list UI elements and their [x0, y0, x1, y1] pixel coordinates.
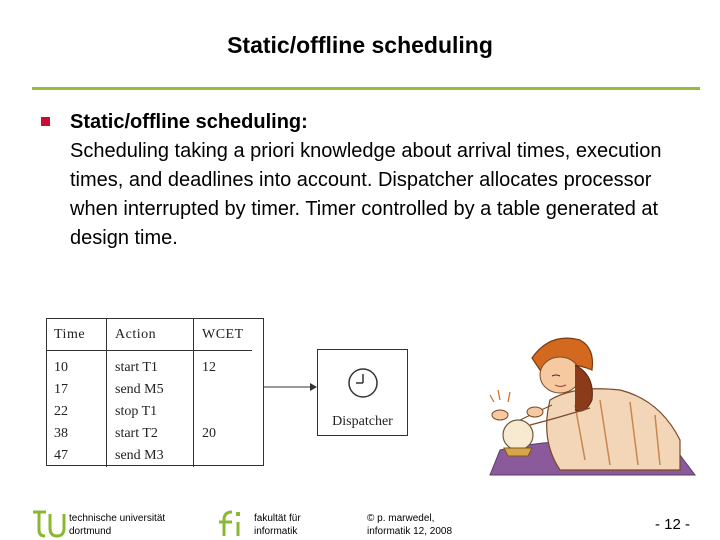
cell-wcet: [194, 401, 252, 423]
clock-icon: [346, 366, 380, 400]
footer-copyright-line1: © p. marwedel,: [367, 513, 435, 524]
cell-action: stop T1: [107, 401, 194, 423]
table-row: [46, 351, 252, 380]
bullet-square-icon: [41, 117, 50, 126]
slide-title: Static/offline scheduling: [227, 32, 493, 58]
dispatcher-label: Dispatcher: [332, 414, 393, 429]
footer-copyright: [367, 512, 452, 538]
table-header-wcet: WCET: [194, 319, 252, 351]
cell-wcet: [194, 445, 252, 467]
cell-wcet: 20: [202, 426, 216, 441]
footer-copyright-line2: informatik 12, 2008: [367, 526, 453, 537]
dispatcher-box: [317, 349, 408, 436]
cell-time: 17: [46, 379, 107, 401]
footer-faculty-line1: fakultät für: [254, 513, 301, 524]
cell-wcet: [194, 379, 252, 401]
schedule-table: [46, 319, 252, 467]
footer-university-line2: dortmund: [69, 526, 112, 537]
footer-faculty: [254, 512, 301, 538]
cell-wcet: 12: [202, 360, 216, 375]
fortune-teller-illustration: [480, 330, 716, 480]
cell-action: start T2: [107, 423, 194, 445]
footer-university: [69, 512, 165, 538]
bullet-body: Scheduling taking a priori knowledge about arrival times, execution times, and deadlines into account. Dispatcher allocates processor when interrupted by timer. Timer controlled by a table generated at design time.: [70, 140, 662, 249]
table-row: [46, 379, 252, 401]
footer-faculty-line2: informatik: [254, 526, 298, 537]
cell-action: start T1: [107, 351, 194, 380]
cell-action: send M5: [107, 379, 194, 401]
footer-university-line1: technische universität: [69, 513, 166, 524]
table-header-action: Action: [107, 319, 194, 351]
table-row: [46, 423, 252, 445]
arrow-icon: [264, 381, 318, 393]
table-row: [46, 401, 252, 423]
cell-action: send M3: [107, 445, 194, 467]
page-number: - 12 -: [655, 516, 691, 533]
table-row: [46, 445, 252, 467]
title-divider: [32, 87, 700, 90]
bullet-point: [70, 108, 680, 253]
fi-logo-icon: [218, 508, 248, 538]
bullet-heading: Static/offline scheduling:: [70, 111, 308, 133]
cell-time: 10: [46, 351, 107, 380]
cell-time: 47: [46, 445, 107, 467]
cell-time: 38: [46, 423, 107, 445]
tu-logo-icon: [32, 508, 66, 538]
cell-time: 22: [46, 401, 107, 423]
table-header-time: Time: [46, 319, 107, 351]
